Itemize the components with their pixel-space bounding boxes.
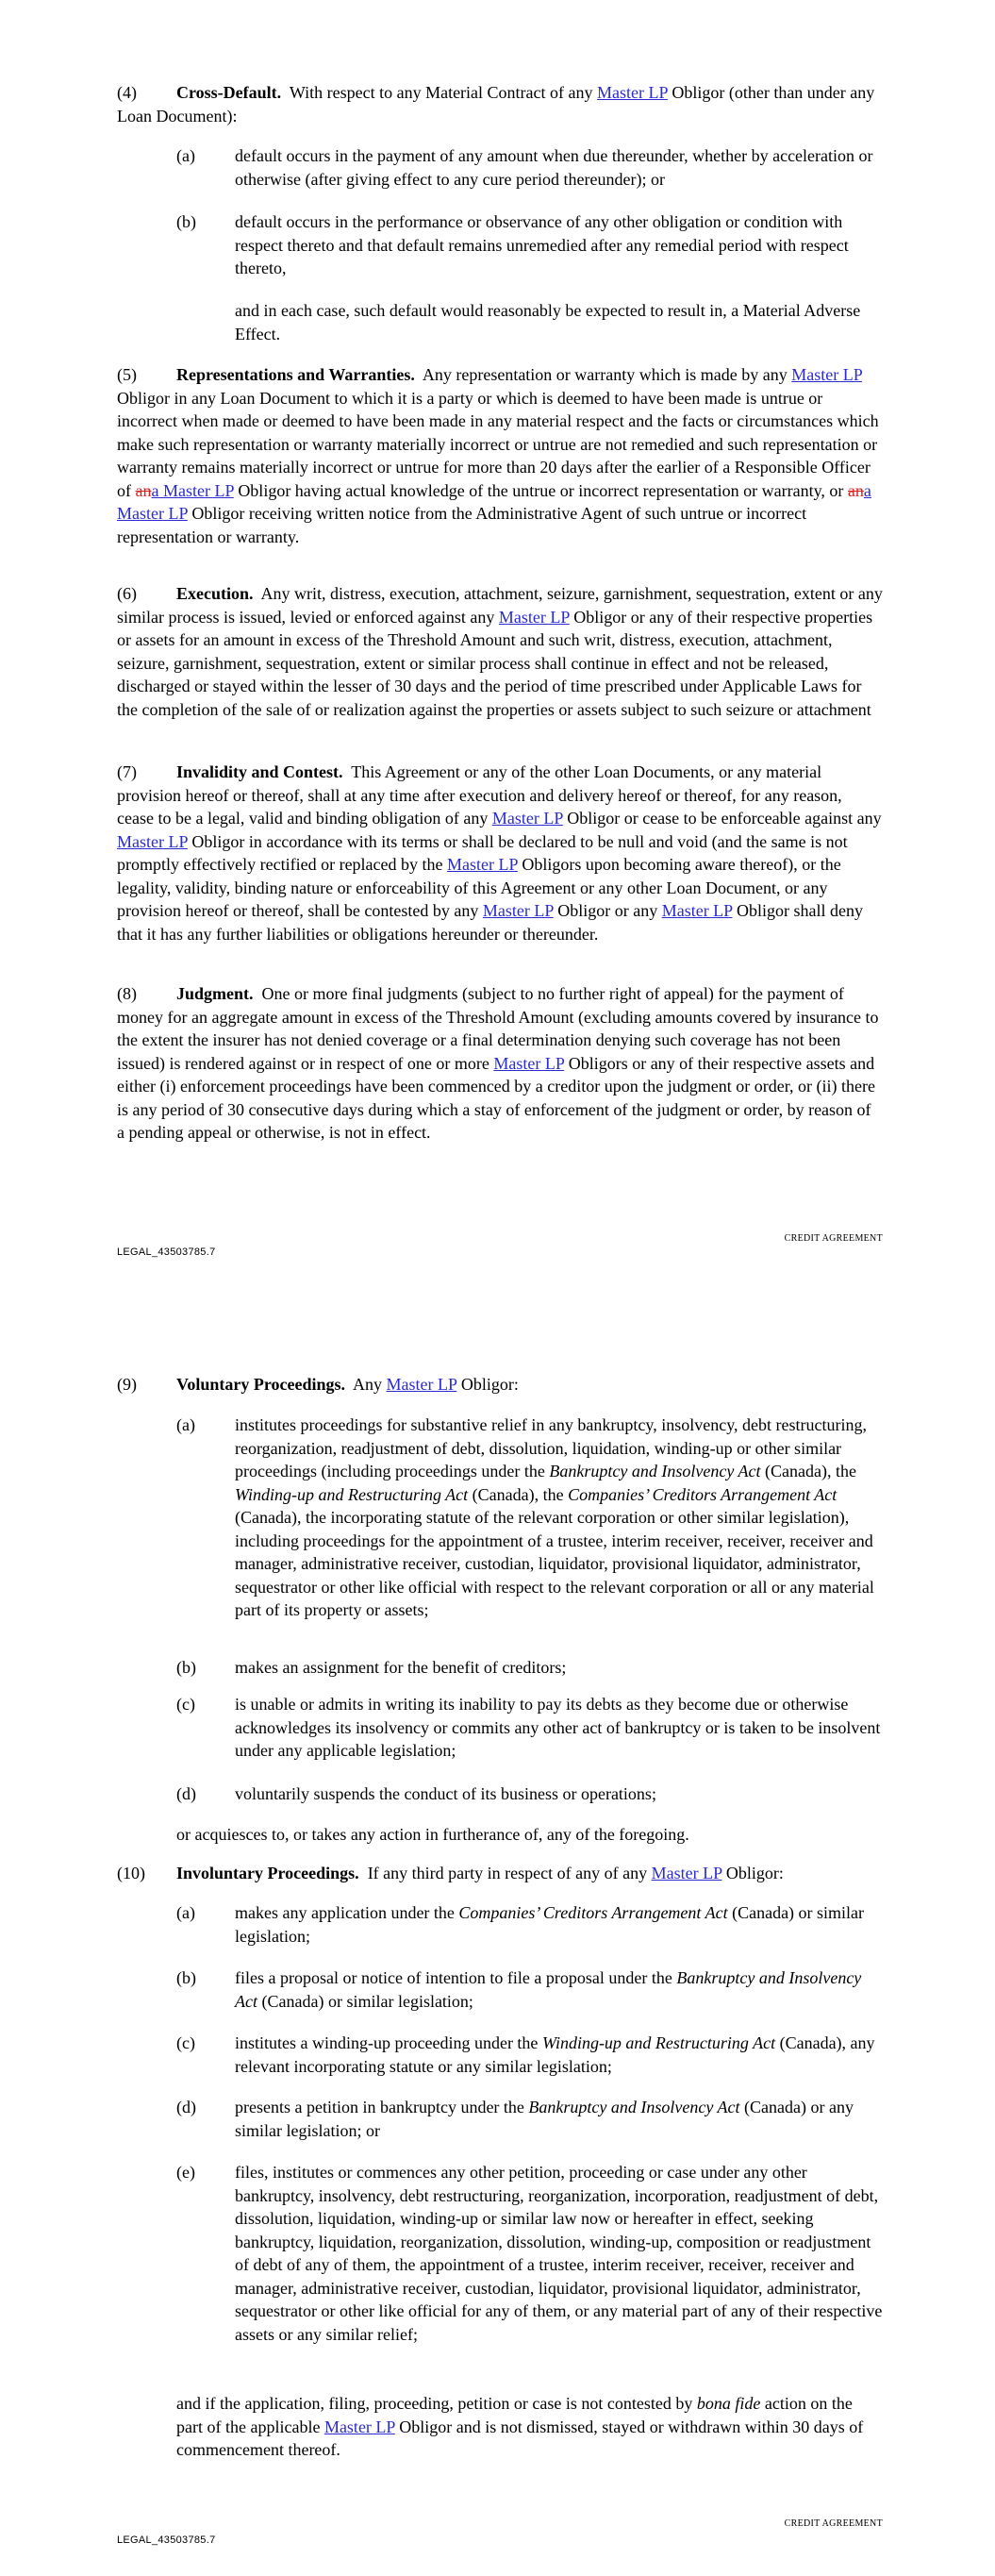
statute-name: Winding-up and Restructuring Act	[541, 2033, 776, 2052]
section-text: Obligors or any of their respective assets and either (i) enforcement proceedings have been commenced by a creditor upon the judgment or order, or (ii) there is any period of 30 consecutive days during which a stay of enforcement of the judgment or order, by reason of a pending appeal or otherwise, is not in effect.	[117, 1053, 875, 1142]
clause-text: files, institutes or commences any other petition, proceeding or case under any other bankruptcy, insolvency, debt restructuring, reorganization, incorporation, readjustment of debt, dissolution, liquidation, winding-up or similar law now or hereafter in effect, seeking bankruptcy, liquidation, reorganization, dissolution, winding-up, composition or readjustment of debt of any of them, the appointment of a trustee, interim receiver, receiver, receiver and manager, administrative receiver, custodian, liquidator, provisional liquidator, administrator, sequestrator or other like official for any of them, or any material part of any of their respective assets or any similar relief;	[235, 2163, 883, 2344]
latin-term: bona fide	[696, 2394, 761, 2413]
section-text: Obligor receiving written notice from the Administrative Agent of such untrue or incorrect representation or warranty.	[117, 504, 807, 546]
clause-4-tail: and in each case, such default would reasonably be expected to result in, a Material Adverse Effect.	[235, 301, 861, 343]
deleted-text: an	[847, 480, 864, 500]
section-number: (5)	[117, 365, 137, 384]
clause-text-part: (Canada), the	[468, 1484, 569, 1504]
master-lp-link[interactable]: Master LP	[386, 1375, 457, 1394]
section-number: (9)	[117, 1375, 137, 1394]
clause-text: voluntarily suspends the conduct of its business or operations;	[235, 1784, 656, 1803]
inserted-text[interactable]: a Master LP	[151, 480, 234, 500]
section-title: Involuntary Proceedings.	[176, 1864, 359, 1882]
clause-text-part: (Canada) or similar legislation;	[235, 1903, 865, 1946]
clause-text: is unable or admits in writing its inability to pay its debts as they become due or otherwise acknowledges its insolvency or commits any other act of bankruptcy or is taken to be insolvent under any applicable legislation;	[235, 1695, 881, 1760]
section-judgment	[117, 982, 883, 1145]
section-text: Obligor in accordance with its terms or shall be declared to be null and void (and the same is not promptly effectively rectified or replaced by the	[117, 831, 848, 874]
clause-label: (b)	[176, 212, 196, 231]
section-text: If any third party in respect of any of any	[367, 1864, 652, 1882]
clause-label: (c)	[176, 2033, 195, 2052]
inserted-text[interactable]: a	[863, 480, 871, 500]
clause-text-part: institutes a winding-up proceeding under the	[235, 2033, 542, 2052]
clause-text-part: makes any application under the	[235, 1903, 459, 1922]
clause-text: default occurs in the payment of any amount when due thereunder, whether by acceleration or otherwise (after giving effect to any cure period thereunder); or	[235, 146, 873, 189]
section-text: Obligor or any of their respective properties or assets for an amount in excess of the Threshold Amount and such writ, distress, execution, attachment, seizure, garnishment, sequestration, extent or similar process shall continue in effect and not be released, discharged or stayed within the lesser of 30 days and the period of time prescribed under Applicable Laws for the completion of the sale of or realization against the properties or assets subject to such seizure or attachment	[117, 607, 873, 719]
statute-name: Winding-up and Restructuring Act	[235, 1484, 469, 1504]
clause-label: (d)	[176, 1784, 196, 1803]
section-number: (7)	[117, 762, 137, 781]
section-number: (4)	[117, 83, 137, 102]
footer-doc-id: LEGAL_43503785.7	[117, 1246, 216, 1258]
master-lp-link[interactable]: Master LP	[498, 607, 570, 627]
master-lp-link[interactable]: Master LP	[323, 2417, 395, 2436]
clause-text	[235, 2096, 883, 2142]
section-cross-default	[117, 81, 883, 127]
master-lp-link[interactable]: Master LP	[117, 831, 188, 851]
section-voluntary-proceedings	[117, 1373, 883, 1397]
statute-name: Companies’ Creditors Arrangement Act	[458, 1903, 728, 1922]
clause-text-part: (Canada), the	[760, 1462, 856, 1480]
clause-text	[235, 2032, 883, 2078]
clause-text	[235, 1413, 883, 1622]
clause-10-tail	[176, 2392, 883, 2462]
section-text: Obligor shall deny that it has any further liabilities or obligations hereunder or thereunder.	[117, 901, 864, 944]
section-title: Execution.	[176, 584, 254, 603]
master-lp-link[interactable]: Master LP	[117, 504, 188, 523]
section-number: (8)	[117, 984, 137, 1003]
clause-text-part: action on the part of the applicable	[176, 2394, 853, 2436]
section-text: Any representation or warranty which is made by any	[422, 365, 792, 384]
clause-label: (d)	[176, 2098, 196, 2116]
statute-name: Companies’ Creditors Arrangement Act	[568, 1484, 837, 1504]
section-title: Voluntary Proceedings.	[176, 1375, 346, 1394]
section-text: Obligor or cease to be enforceable against any	[562, 809, 882, 828]
master-lp-link[interactable]: Master LP	[482, 901, 554, 920]
clause-text-part: (Canada), any relevant incorporating statute or any similar legislation;	[235, 2033, 875, 2076]
section-title: Judgment.	[176, 984, 254, 1003]
clause-text-part: and if the application, filing, proceeding, petition or case is not contested by	[176, 2394, 697, 2413]
master-lp-link[interactable]: Master LP	[597, 83, 668, 102]
footer-doc-title: CREDIT AGREEMENT	[784, 2518, 883, 2529]
footer-doc-id: LEGAL_43503785.7	[117, 2534, 216, 2546]
section-text: Obligor:	[721, 1864, 784, 1882]
section-representations-warranties	[117, 363, 883, 548]
section-title: Invalidity and Contest.	[176, 762, 343, 781]
clause-text: default occurs in the performance or observance of any other obligation or condition with respect thereto and that default remains unremedied after any remedial period with respect thereto,	[235, 212, 849, 277]
clause-text-part: institutes proceedings for substantive relief in any bankruptcy, insolvency, debt restructuring, reorganization, readjustment of debt, dissolution, liquidation, winding-up or other similar proceedings (including proceedings under the	[235, 1415, 867, 1480]
deleted-text: an	[135, 480, 152, 500]
clause-label: (c)	[176, 1695, 195, 1714]
master-lp-link[interactable]: Master LP	[447, 855, 518, 874]
clause-text: makes an assignment for the benefit of creditors;	[235, 1658, 567, 1677]
master-lp-link[interactable]: Master LP	[651, 1864, 722, 1882]
footer-doc-title: CREDIT AGREEMENT	[784, 1233, 883, 1244]
master-lp-link[interactable]: Master LP	[491, 809, 563, 828]
section-invalidity-contest	[117, 761, 883, 945]
section-text: Obligor (other than under any Loan Document):	[117, 83, 875, 125]
clause-label: (a)	[176, 1415, 195, 1434]
clause-text-part: files a proposal or notice of intention to file a proposal under the	[235, 1968, 677, 1987]
section-text: This Agreement or any of the other Loan Documents, or any material provision hereof or thereof, shall at any time after execution and delivery hereof or thereof, for any reason, cease to be a legal, valid and binding obligation of any	[117, 762, 842, 828]
section-involuntary-proceedings	[117, 1862, 883, 1885]
section-text: One or more final judgments (subject to no further right of appeal) for the payment of money for an aggregate amount in excess of the Threshold Amount (excluding amounts covered by insurance to the extent the insurer has not denied coverage or a final determination denying such coverage has not been issued) is rendered against or in respect of one or more	[117, 984, 879, 1073]
statute-name: Bankruptcy and Insolvency Act	[549, 1462, 761, 1480]
section-text: Any	[353, 1375, 387, 1394]
master-lp-link[interactable]: Master LP	[493, 1053, 565, 1073]
clause-label: (b)	[176, 1658, 196, 1677]
clause-label: (e)	[176, 2163, 195, 2182]
section-title: Cross-Default.	[176, 83, 282, 102]
clause-9c	[176, 1693, 883, 1763]
clause-label: (a)	[176, 146, 195, 165]
statute-name: Bankruptcy and Insolvency Act	[235, 1968, 862, 2011]
clause-4a	[176, 144, 883, 191]
page-2	[0, 1293, 995, 2576]
clause-9-tail: or acquiesces to, or takes any action in furtherance of, any of the foregoing.	[176, 1825, 689, 1844]
clause-10d	[176, 2096, 883, 2142]
clause-text	[235, 1966, 883, 2013]
clause-label: (a)	[176, 1903, 195, 1922]
clause-text-part: presents a petition in bankruptcy under the	[235, 2098, 529, 2116]
section-number: (10)	[117, 1864, 145, 1882]
clause-text-part: (Canada) or similar legislation;	[257, 1991, 473, 2011]
statute-name: Bankruptcy and Insolvency Act	[528, 2098, 740, 2116]
section-text: With respect to any Material Contract of any	[289, 83, 598, 102]
section-execution	[117, 582, 883, 721]
section-text: Obligor in any Loan Document to which it is a party or which is deemed to have been made is untrue or incorrect when made or deemed to have been made in any material respect and the facts or circumstances which make such representation or warranty materially incorrect or untrue are not remedied and such representation or warranty remains materially incorrect or untrue for more than 20 days after the earlier of a Responsible Officer of	[117, 388, 879, 500]
section-text: Obligor having actual knowledge of the untrue or incorrect representation or warranty, or	[233, 480, 848, 500]
clause-text-part: (Canada) or any similar legislation; or	[235, 2098, 854, 2140]
clause-10e	[176, 2161, 883, 2346]
section-text: Obligors upon becoming aware thereof), or the legality, validity, binding nature or enforceability of this Agreement or any other Loan Document, or any provision hereof or thereof, shall be contested by any	[117, 855, 841, 920]
clause-10c	[176, 2032, 883, 2078]
clause-10b	[176, 1966, 883, 2013]
clause-text-part: Obligor and is not dismissed, stayed or withdrawn within 30 days of commencement thereof.	[176, 2417, 864, 2459]
section-text: Obligor:	[456, 1375, 519, 1394]
clause-9a	[176, 1413, 883, 1622]
master-lp-link[interactable]: Master LP	[791, 365, 863, 384]
section-text: Obligor or any	[553, 901, 662, 920]
clause-9d	[176, 1782, 883, 1806]
clause-9b	[176, 1656, 883, 1680]
section-title: Representations and Warranties.	[176, 365, 415, 384]
clause-4b	[176, 210, 883, 280]
clause-label: (b)	[176, 1968, 196, 1987]
section-number: (6)	[117, 584, 137, 603]
clause-text-part: (Canada), the incorporating statute of the relevant corporation or other similar legislation), including proceedings for the appointment of a trustee, interim receiver, receiver, receiver and manager, administrative receiver, custodian, liquidator, provisional liquidator, administrator, sequestrator or other like official with respect to the relevant corporation or all or any material part of its property or assets;	[235, 1508, 874, 1619]
master-lp-link[interactable]: Master LP	[661, 901, 733, 920]
clause-text	[235, 1901, 883, 1948]
clause-10a	[176, 1901, 883, 1948]
section-text: Any writ, distress, execution, attachment, seizure, garnishment, sequestration, extent or any similar process is issued, levied or enforced against any	[117, 584, 883, 627]
